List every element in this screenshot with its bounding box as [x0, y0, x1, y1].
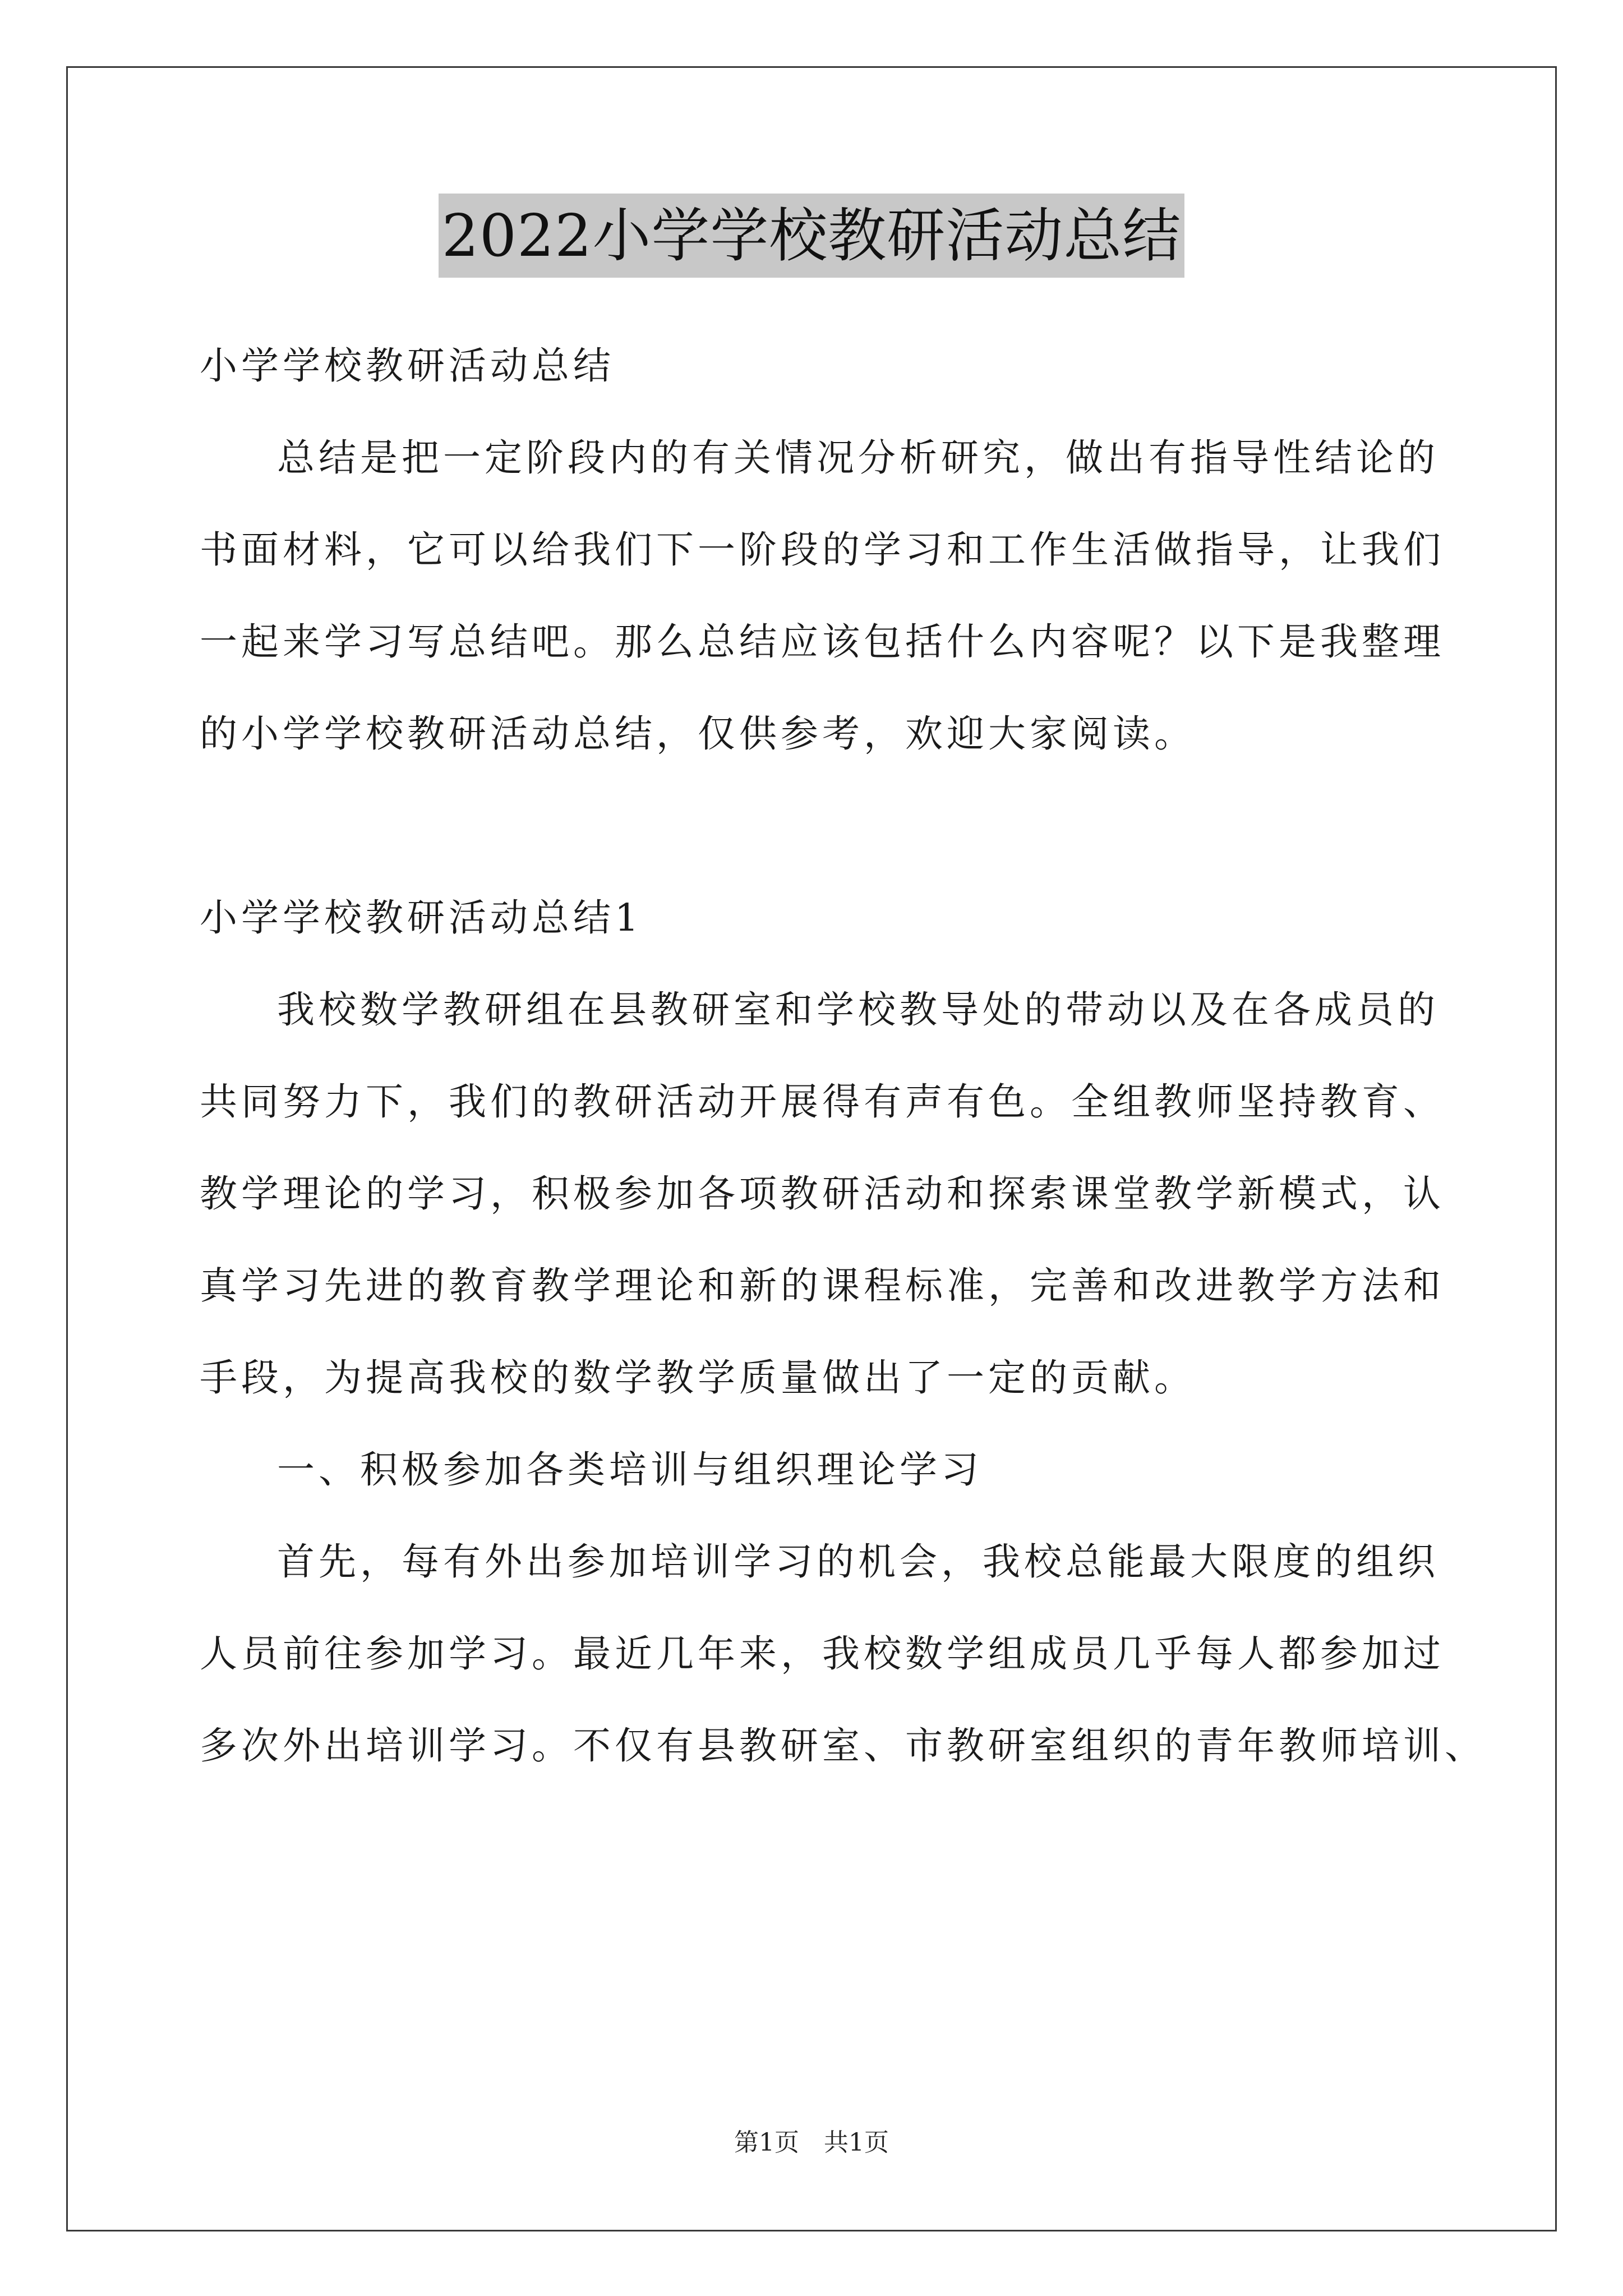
intro-line: 总结是把一定阶段内的有关情况分析研究，做出有指导性结论的	[277, 436, 1439, 480]
subtitle: 小学学校教研活动总结	[200, 344, 615, 388]
paragraph-line: 我校数学教研组在县教研室和学校教导处的带动以及在各成员的	[277, 988, 1439, 1032]
intro-line: 的小学学校教研活动总结，仅供参考，欢迎大家阅读。	[200, 712, 1196, 756]
page-total: 共1页	[824, 2128, 889, 2157]
document-body	[200, 320, 1486, 1792]
paragraph-line: 人员前往参加学习。最近几年来，我校数学组成员几乎每人都参加过	[200, 1632, 1445, 1676]
paragraph-line: 真学习先进的教育教学理论和新的课程标准，完善和改进教学方法和	[200, 1264, 1445, 1308]
section-heading: 小学学校教研活动总结1	[200, 896, 643, 940]
subheading: 一、积极参加各类培训与组织理论学习	[277, 1448, 983, 1492]
intro-line: 书面材料，它可以给我们下一阶段的学习和工作生活做指导，让我们	[200, 528, 1445, 572]
page-number: 第1页	[734, 2128, 799, 2157]
paragraph-line: 手段，为提高我校的数学教学质量做出了一定的贡献。	[200, 1356, 1196, 1400]
paragraph-line: 首先，每有外出参加培训学习的机会，我校总能最大限度的组织	[277, 1540, 1439, 1584]
title-container	[0, 194, 1623, 278]
paragraph-line: 多次外出培训学习。不仅有县教研室、市教研室组织的青年教师培训、	[200, 1724, 1486, 1768]
paragraph-line: 共同努力下，我们的教研活动开展得有声有色。全组教师坚持教育、	[200, 1080, 1445, 1124]
blank-line	[200, 780, 1428, 872]
document-title: 2022小学学校教研活动总结	[439, 194, 1185, 278]
paragraph-line: 教学理论的学习，积极参加各项教研活动和探索课堂教学新模式，认	[200, 1172, 1445, 1216]
intro-line: 一起来学习写总结吧。那么总结应该包括什么内容呢？以下是我整理	[200, 620, 1445, 664]
page-footer	[0, 2126, 1623, 2160]
